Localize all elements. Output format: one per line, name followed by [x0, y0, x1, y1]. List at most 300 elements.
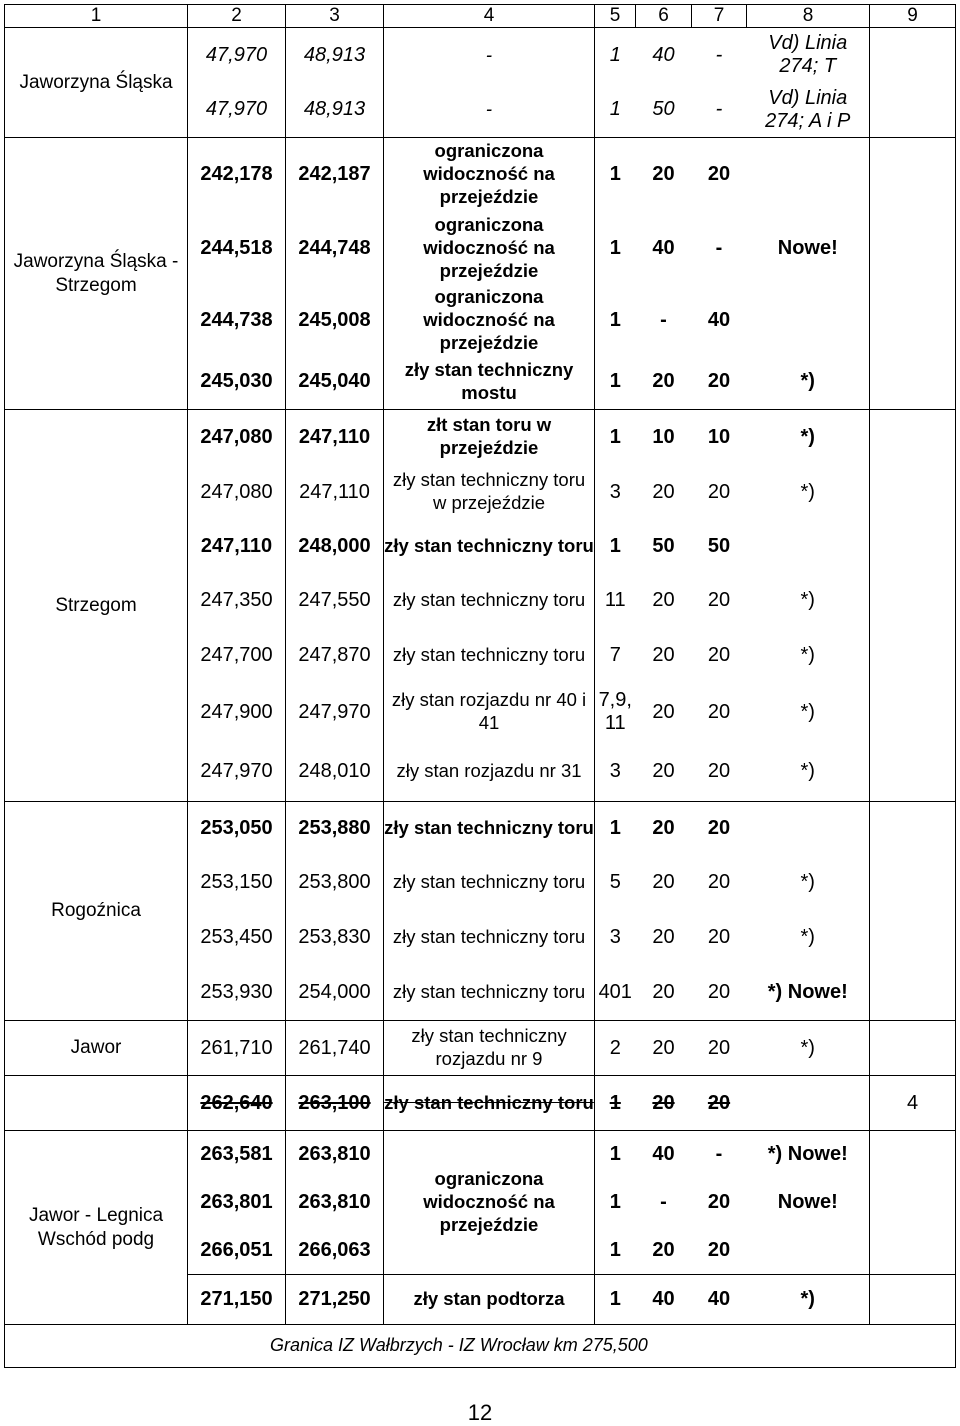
note-text: *) — [800, 589, 815, 611]
reason-cell — [384, 910, 595, 965]
reason-text: złt stan toru w przejeździe — [426, 414, 552, 459]
c5-value: 7,9, 11 — [598, 689, 632, 734]
km-from: 242,178 — [200, 163, 273, 186]
page-number: 12 — [467, 1400, 493, 1425]
km-to: 247,970 — [298, 700, 371, 723]
reason-text: - — [485, 43, 493, 65]
value-c5 — [595, 802, 636, 856]
km-to: 253,880 — [298, 817, 371, 840]
km-to-cell — [286, 212, 384, 286]
km-from-cell — [188, 1227, 286, 1275]
km-from: 244,738 — [200, 308, 273, 331]
location-name: Rogoźnica — [51, 900, 141, 921]
km-from: 247,350 — [200, 589, 273, 611]
c5-value: 1 — [609, 1091, 621, 1114]
col9-cell — [870, 683, 956, 742]
value-c6 — [636, 1131, 692, 1179]
note-text: *) Nowe! — [767, 980, 848, 1003]
reason-cell — [384, 212, 595, 286]
km-from-cell — [188, 965, 286, 1021]
c7-value: 20 — [707, 1238, 731, 1261]
note-text: Nowe! — [777, 1191, 838, 1213]
note-cell — [747, 520, 870, 574]
header-cell: 3 — [286, 5, 384, 28]
c5-value: 1 — [609, 163, 621, 186]
km-to: 271,250 — [298, 1288, 371, 1310]
c5-value: 1 — [609, 1288, 621, 1310]
km-to: 253,800 — [298, 871, 371, 893]
value-c6 — [636, 628, 692, 683]
col9-cell — [870, 1076, 956, 1131]
c6-value: 20 — [652, 700, 675, 723]
reason-text: zły stan techniczny toru — [392, 980, 586, 1002]
col9-cell — [870, 286, 956, 355]
value-c7 — [692, 802, 747, 856]
note-cell — [747, 138, 870, 212]
km-to-cell — [286, 1021, 384, 1076]
value-c5 — [595, 465, 636, 520]
c6-value: 20 — [652, 589, 675, 611]
note-text: Nowe! — [777, 237, 838, 259]
col9-cell — [870, 742, 956, 802]
table-row — [5, 1131, 956, 1179]
km-to-cell — [286, 965, 384, 1021]
c5-value: 3 — [609, 759, 621, 782]
c7-value: 20 — [707, 643, 731, 666]
km-to: 247,110 — [298, 425, 371, 448]
value-c7 — [692, 856, 747, 910]
value-c7 — [692, 683, 747, 742]
value-c7 — [692, 28, 747, 83]
c5-value: 1 — [609, 98, 621, 121]
c5-value: 1 — [609, 1238, 621, 1261]
reason-text: ograniczona widoczność na przejeździe — [423, 285, 555, 353]
km-to: 245,008 — [298, 308, 371, 331]
note-cell — [747, 1021, 870, 1076]
value-c6 — [636, 802, 692, 856]
reason-cell — [384, 1076, 595, 1131]
note-cell — [747, 286, 870, 355]
value-c6 — [636, 212, 692, 286]
km-from: 247,080 — [200, 425, 273, 448]
value-c5 — [595, 1021, 636, 1076]
km-to: 245,040 — [298, 370, 371, 393]
reason-text: zły stan techniczny mostu — [404, 358, 574, 403]
km-to-cell — [286, 138, 384, 212]
note-cell — [747, 355, 870, 410]
value-c7 — [692, 965, 747, 1021]
reason-cell — [384, 410, 595, 465]
col9-text: 4 — [906, 1091, 919, 1114]
c5-value: 1 — [609, 1143, 621, 1166]
km-to: 263,810 — [298, 1143, 371, 1166]
reason-text: zły stan techniczny toru — [384, 1091, 594, 1113]
km-from: 245,030 — [200, 370, 273, 393]
reason-cell — [384, 1131, 595, 1275]
km-from-cell — [188, 212, 286, 286]
col9-cell — [870, 83, 956, 138]
col9-cell — [870, 520, 956, 574]
value-c5 — [595, 628, 636, 683]
km-to: 263,100 — [298, 1091, 371, 1114]
note-cell — [747, 802, 870, 856]
km-to-cell — [286, 1131, 384, 1179]
col9-cell — [870, 574, 956, 628]
note-text: *) — [800, 480, 815, 503]
c7-value: - — [715, 237, 723, 259]
value-c5 — [595, 910, 636, 965]
km-to-cell — [286, 574, 384, 628]
c7-value: - — [715, 43, 723, 66]
value-c7 — [692, 410, 747, 465]
km-from: 247,970 — [200, 759, 273, 782]
value-c7 — [692, 355, 747, 410]
note-cell — [747, 965, 870, 1021]
value-c7 — [692, 465, 747, 520]
header-cell: 1 — [5, 5, 188, 28]
note-cell — [747, 1076, 870, 1131]
km-from: 253,050 — [200, 817, 273, 840]
note-text: *) — [800, 700, 815, 723]
km-from-cell — [188, 83, 286, 138]
c7-value: - — [715, 1143, 723, 1166]
c7-value: 40 — [707, 308, 731, 331]
c6-value: 20 — [652, 871, 675, 893]
c5-value: 1 — [609, 237, 621, 259]
reason-cell — [384, 28, 595, 83]
reason-text: zły stan rozjazdu nr 31 — [396, 759, 582, 781]
c7-value: 20 — [707, 1091, 731, 1114]
km-to: 263,810 — [298, 1191, 371, 1213]
km-from-cell — [188, 856, 286, 910]
c7-value: 20 — [707, 1191, 731, 1213]
c5-value: 401 — [598, 980, 632, 1003]
value-c6 — [636, 965, 692, 1021]
c7-value: 20 — [707, 480, 731, 503]
km-to-cell — [286, 742, 384, 802]
table-row — [5, 138, 956, 212]
km-from: 262,640 — [200, 1091, 273, 1114]
km-from: 247,080 — [200, 480, 273, 503]
km-from-cell — [188, 1131, 286, 1179]
header-cell: 5 — [595, 5, 636, 28]
c6-value: 20 — [652, 817, 675, 840]
value-c5 — [595, 1076, 636, 1131]
value-c6 — [636, 683, 692, 742]
c7-value: 20 — [707, 163, 731, 186]
c5-value: 3 — [609, 925, 621, 948]
value-c7 — [692, 520, 747, 574]
km-to-cell — [286, 28, 384, 83]
value-c6 — [636, 1021, 692, 1076]
value-c5 — [595, 1275, 636, 1325]
note-cell — [747, 1227, 870, 1275]
note-text: *) — [800, 643, 815, 666]
km-from-cell — [188, 286, 286, 355]
col9-cell — [870, 1275, 956, 1325]
reason-cell — [384, 1021, 595, 1076]
c7-value: 20 — [707, 817, 731, 840]
c6-value: 20 — [652, 370, 675, 393]
header-cell: 6 — [636, 5, 692, 28]
km-from: 247,900 — [200, 700, 273, 723]
col9-cell — [870, 856, 956, 910]
value-c6 — [636, 83, 692, 138]
km-from: 47,970 — [205, 98, 268, 121]
value-c5 — [595, 28, 636, 83]
c6-value: 20 — [652, 759, 675, 782]
location-name: Jaworzyna Śląska — [19, 71, 173, 93]
c7-value: 20 — [707, 700, 731, 723]
value-c5 — [595, 965, 636, 1021]
value-c7 — [692, 138, 747, 212]
reason-cell — [384, 1275, 595, 1325]
km-from-cell — [188, 742, 286, 802]
header-cell: 2 — [188, 5, 286, 28]
note-text: *) — [800, 759, 815, 782]
reason-cell — [384, 802, 595, 856]
value-c5 — [595, 520, 636, 574]
col9-cell — [870, 1179, 956, 1227]
reason-text: ograniczona widoczność na przejeździe — [423, 1168, 555, 1235]
km-to: 244,748 — [298, 237, 371, 259]
c7-value: 50 — [707, 535, 731, 557]
location-name: Jawor - Legnica Wschód podg — [28, 1204, 164, 1250]
c7-value: 20 — [707, 1036, 731, 1059]
c7-value: 20 — [707, 980, 731, 1003]
header-cell: 4 — [384, 5, 595, 28]
reason-text: zły stan podtorza — [413, 1288, 565, 1309]
km-to-cell — [286, 856, 384, 910]
note-text: *) — [800, 370, 815, 393]
reason-text: zły stan techniczny toru w przejeździe — [392, 469, 586, 513]
note-text: *) — [800, 425, 815, 448]
c6-value: 20 — [652, 1091, 675, 1114]
reason-cell — [384, 628, 595, 683]
c5-value: 1 — [609, 1191, 621, 1213]
value-c7 — [692, 910, 747, 965]
c5-value: 1 — [609, 535, 621, 557]
reason-text: zły stan techniczny toru — [392, 925, 586, 947]
c6-value: 20 — [652, 980, 675, 1003]
col9-cell — [870, 1131, 956, 1179]
km-to: 242,187 — [298, 163, 371, 186]
km-from: 266,051 — [200, 1238, 273, 1261]
value-c6 — [636, 856, 692, 910]
footer-row — [5, 1325, 956, 1368]
value-c6 — [636, 410, 692, 465]
col9-cell — [870, 965, 956, 1021]
header-cell: 9 — [870, 5, 956, 28]
km-from-cell — [188, 138, 286, 212]
c6-value: 20 — [652, 1238, 675, 1261]
value-c5 — [595, 683, 636, 742]
col9-cell — [870, 410, 956, 465]
km-from: 253,450 — [200, 925, 273, 948]
km-to: 247,870 — [298, 643, 371, 666]
reason-text: ograniczona widoczność na przejeździe — [423, 140, 555, 208]
table-row — [5, 1076, 956, 1131]
value-c7 — [692, 574, 747, 628]
value-c5 — [595, 574, 636, 628]
c7-value: 20 — [707, 589, 731, 611]
km-from: 263,801 — [200, 1191, 273, 1213]
km-from-cell — [188, 1179, 286, 1227]
value-c5 — [595, 742, 636, 802]
km-from: 247,700 — [200, 643, 273, 666]
reason-text: zły stan techniczny toru — [392, 589, 586, 610]
note-cell — [747, 1179, 870, 1227]
value-c5 — [595, 83, 636, 138]
header-row — [5, 5, 956, 28]
km-from: 247,110 — [200, 535, 273, 557]
value-c6 — [636, 465, 692, 520]
km-to-cell — [286, 410, 384, 465]
location-cell — [5, 1021, 188, 1076]
km-from-cell — [188, 1275, 286, 1325]
km-from-cell — [188, 910, 286, 965]
reason-text: ograniczona widoczność na przejeździe — [423, 214, 555, 281]
note-text: *) Nowe! — [767, 1143, 848, 1166]
km-from-cell — [188, 520, 286, 574]
reason-text: zły stan rozjazdu nr 40 i 41 — [391, 689, 587, 733]
reason-text: zły stan techniczny toru — [392, 643, 586, 665]
km-to: 247,110 — [299, 480, 370, 503]
location-cell — [5, 28, 188, 138]
value-c7 — [692, 1076, 747, 1131]
km-from: 261,710 — [200, 1036, 273, 1059]
reason-text: zły stan techniczny rozjazdu nr 9 — [411, 1025, 567, 1069]
value-c5 — [595, 286, 636, 355]
value-c7 — [692, 1131, 747, 1179]
reason-cell — [384, 138, 595, 212]
km-from-cell — [188, 465, 286, 520]
c5-value: 2 — [609, 1036, 621, 1059]
note-text: Vd) Linia 274; A i P — [765, 86, 851, 132]
c5-value: 5 — [609, 871, 621, 893]
value-c5 — [595, 1227, 636, 1275]
col9-cell — [870, 802, 956, 856]
c6-value: 20 — [652, 163, 675, 186]
c6-value: 10 — [652, 425, 675, 448]
reason-text: zły stan techniczny toru — [392, 871, 586, 892]
km-from: 253,150 — [200, 871, 273, 893]
reason-cell — [384, 465, 595, 520]
value-c7 — [692, 1275, 747, 1325]
km-from-cell — [188, 802, 286, 856]
reason-cell — [384, 856, 595, 910]
c7-value: - — [715, 98, 723, 121]
note-text: Vd) Linia 274; T — [768, 32, 848, 78]
value-c7 — [692, 628, 747, 683]
col9-cell — [870, 355, 956, 410]
reason-cell — [384, 83, 595, 138]
c5-value: 1 — [609, 370, 621, 393]
table-row — [5, 802, 956, 856]
value-c6 — [636, 286, 692, 355]
location-cell — [5, 410, 188, 802]
reason-cell — [384, 355, 595, 410]
reason-cell — [384, 574, 595, 628]
table-row — [5, 1021, 956, 1076]
footer-text: Granica IZ Wałbrzych - IZ Wrocław km 275,500 — [270, 1335, 648, 1355]
km-to: 253,830 — [298, 925, 371, 948]
value-c5 — [595, 212, 636, 286]
table-row — [5, 28, 956, 83]
value-c5 — [595, 1179, 636, 1227]
value-c6 — [636, 520, 692, 574]
km-to-cell — [286, 802, 384, 856]
km-to: 48,913 — [303, 43, 366, 66]
km-to: 247,550 — [298, 589, 371, 611]
note-cell — [747, 410, 870, 465]
km-to: 261,740 — [298, 1036, 371, 1059]
km-to: 248,000 — [298, 535, 371, 557]
c5-value: 7 — [609, 643, 621, 666]
note-text: *) — [800, 1288, 815, 1310]
c6-value: 20 — [652, 925, 675, 948]
km-to-cell — [286, 286, 384, 355]
value-c7 — [692, 83, 747, 138]
c6-value: 20 — [652, 643, 675, 666]
c6-value: - — [660, 1191, 667, 1213]
reason-text: zły stan techniczny toru — [384, 817, 594, 839]
km-to-cell — [286, 910, 384, 965]
value-c5 — [595, 410, 636, 465]
value-c6 — [636, 1275, 692, 1325]
location-cell — [5, 138, 188, 410]
c6-value: 50 — [652, 98, 675, 121]
value-c6 — [636, 1179, 692, 1227]
reason-cell — [384, 520, 595, 574]
value-c5 — [595, 1131, 636, 1179]
header-cell: 7 — [692, 5, 747, 28]
km-from: 263,581 — [200, 1143, 273, 1166]
c5-value: 1 — [609, 308, 621, 331]
km-to: 248,010 — [298, 759, 371, 782]
c6-value: 40 — [652, 1143, 675, 1166]
c5-value: 1 — [609, 817, 621, 840]
value-c7 — [692, 1179, 747, 1227]
km-from: 244,518 — [200, 237, 273, 259]
km-to-cell — [286, 1076, 384, 1131]
note-cell — [747, 28, 870, 83]
c5-value: 1 — [609, 43, 621, 66]
c6-value: 50 — [652, 535, 675, 557]
km-from-cell — [188, 355, 286, 410]
value-c7 — [692, 742, 747, 802]
km-from-cell — [188, 1021, 286, 1076]
value-c6 — [636, 910, 692, 965]
km-from-cell — [188, 1076, 286, 1131]
value-c7 — [692, 1227, 747, 1275]
note-cell — [747, 1131, 870, 1179]
km-to-cell — [286, 355, 384, 410]
km-to-cell — [286, 1227, 384, 1275]
km-to: 254,000 — [298, 980, 371, 1003]
col9-cell — [870, 910, 956, 965]
km-from: 253,930 — [200, 980, 273, 1003]
c6-value: 20 — [652, 1036, 675, 1059]
value-c6 — [636, 355, 692, 410]
value-c6 — [636, 1227, 692, 1275]
note-text: *) — [800, 871, 815, 893]
note-cell — [747, 83, 870, 138]
restrictions-table — [4, 4, 956, 1368]
c7-value: 20 — [707, 925, 731, 948]
c7-value: 20 — [707, 759, 731, 782]
value-c6 — [636, 742, 692, 802]
